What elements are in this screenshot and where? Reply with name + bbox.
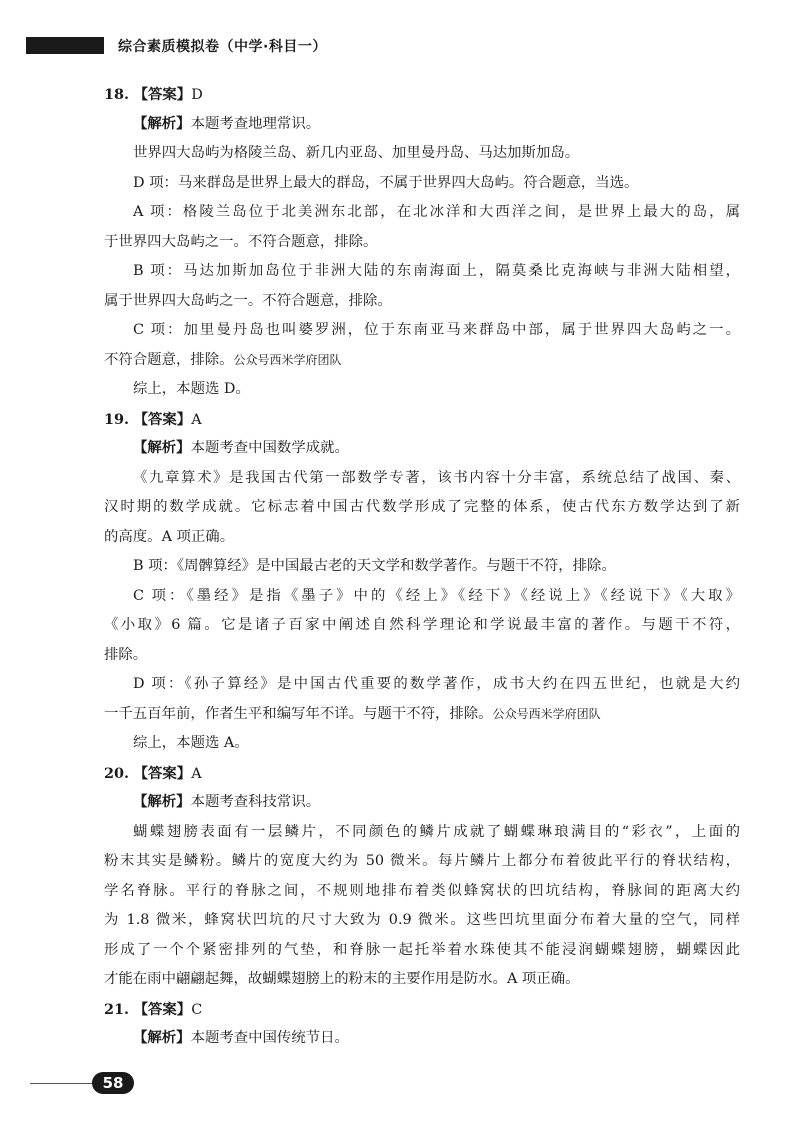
q20-analysis-line: [104, 788, 740, 818]
q21-analysis-intro: 本题考查中国传统节日。: [190, 1030, 349, 1046]
q19-text-line: 《九章算术》是我国古代第一部数学专著，该书内容十分丰富，系统总结了战国、秦、: [133, 469, 740, 486]
q19-number: 19.: [104, 410, 130, 428]
q20-analysis-intro: 本题考查科技常识。: [190, 794, 321, 810]
q19-text-line: D 项：《孙子算经》是中国古代重要的数学著作，成书大约在四五世纪，也就是大约: [133, 676, 740, 692]
page-header-title: 综合素质模拟卷（中学·科目一）: [118, 39, 327, 55]
q18-text-line: 于世界四大岛屿之一。不符合题意，排除。: [104, 233, 378, 250]
q18-text-line: 世界四大岛屿为格陵兰岛、新几内亚岛、加里曼丹岛、马达加斯加岛。: [133, 145, 580, 161]
q19-conclusion: 综上，本题选 A。: [133, 735, 249, 751]
footer-rule: [30, 1083, 94, 1084]
q21-analysis-line: [104, 1024, 740, 1054]
q18-text-line: 属于世界四大岛屿之一。不符合题意，排除。: [104, 292, 392, 309]
q18-answer-label: 【答案】: [133, 87, 192, 103]
q20-text-line: 为 1.8 微米，蜂窝状凹坑的尺寸大致为 0.9 微米。这些凹坑里面分布着大量的空气，同样: [104, 912, 740, 928]
q20-answer-line: [104, 759, 740, 789]
q18-text-line: D 项：马来群岛是世界上最大的群岛，不属于世界四大岛屿。符合题意，当选。: [133, 174, 639, 191]
q20-text-line: 蝴蝶翅膀表面有一层鳞片，不同颜色的鳞片成就了蝴蝶琳琅满目的“彩衣”，上面的: [133, 823, 740, 840]
q19-text-line: C 项：《墨经》是指《墨子》中的《经上》《经下》《经说上》《经说下》《大取》: [133, 587, 740, 604]
q19-answer-label: 【答案】: [133, 411, 192, 428]
q18-answer-line: [104, 80, 740, 110]
q19-watermark: 公众号西米学府团队: [492, 706, 601, 721]
q18-answer: D: [191, 87, 203, 103]
page-number-badge: 58: [92, 1072, 134, 1094]
q19-text-line: 汉时期的数学成就。它标志着中国古代数学形成了完整的体系，使古代东方数学达到了新: [104, 499, 740, 515]
q19-text-line: 《小取》6 篇。它是诸子百家中阐述自然科学理论和学说最丰富的著作。与题干不符，: [104, 617, 740, 633]
q20-analysis-label: 【解析】: [133, 794, 191, 810]
q21-answer-line: [104, 995, 740, 1025]
q18-watermark: 公众号西米学府团队: [233, 352, 342, 367]
q19-text-line: 排除。: [104, 646, 148, 663]
q18-analysis-line: [104, 110, 740, 140]
q19-answer-line: [104, 405, 740, 435]
q19-text-span: 一千五百年前，作者生平和编写年不详。与题干不符，排除。: [104, 705, 493, 722]
q20-text-line: 形成了一个个紧密排列的气垫，和脊脉一起托举着水珠使其不能浸润蝴蝶翅膀，蝴蝶因此: [104, 941, 740, 958]
q18-text-span: 不符合题意，排除。: [104, 351, 234, 368]
q19-analysis-intro: 本题考查中国数学成就。: [190, 440, 349, 456]
q19-answer: A: [191, 411, 202, 428]
q18-conclusion: 综上，本题选 D。: [133, 381, 250, 397]
q18-number: 18.: [104, 86, 130, 103]
q20-number: 20.: [104, 764, 130, 782]
q19-text-line: [104, 700, 740, 730]
q18-analysis-intro: 本题考查地理常识。: [190, 115, 321, 132]
q21-answer-label: 【答案】: [133, 1001, 192, 1018]
q20-text-line: 学名脊脉。平行的脊脉之间，不规则地排布着类似蜂窝状的凹坑结构，脊脉间的距离大约: [104, 882, 740, 899]
q19-analysis-line: [104, 434, 740, 464]
q19-text-line: B 项：《周髀算经》是中国最古老的天文学和数学著作。与题干不符，排除。: [133, 558, 616, 574]
q18-text-line: [104, 346, 740, 376]
q19-analysis-label: 【解析】: [133, 440, 191, 456]
q18-analysis-label: 【解析】: [133, 115, 191, 132]
q21-answer: C: [191, 1001, 203, 1018]
q20-text-line: 才能在雨中翩翩起舞，故蝴蝶翅膀上的粉末的主要作用是防水。A 项正确。: [104, 971, 580, 987]
q18-text-line: B 项：马达加斯加岛位于非洲大陆的东南海面上，隔莫桑比克海峡与非洲大陆相望，: [133, 263, 740, 279]
q20-answer: A: [191, 765, 202, 782]
page-content: [104, 80, 740, 1054]
q20-answer-label: 【答案】: [133, 765, 192, 782]
header-black-bar: [26, 37, 104, 54]
q21-analysis-label: 【解析】: [133, 1030, 191, 1046]
q19-text-line: 的高度。A 项正确。: [104, 528, 235, 545]
q20-text-line: 粉末其实是鳞粉。鳞片的宽度大约为 50 微米。每片鳞片上都分布着彼此平行的脊状结构，: [104, 853, 740, 869]
q18-text-line: A 项：格陵兰岛位于北美洲东北部，在北冰洋和大西洋之间，是世界上最大的岛，属: [133, 204, 740, 220]
q21-number: 21.: [104, 1000, 130, 1018]
q18-text-line: C 项：加里曼丹岛也叫婆罗洲，位于东南亚马来群岛中部，属于世界四大岛屿之一。: [133, 322, 740, 338]
